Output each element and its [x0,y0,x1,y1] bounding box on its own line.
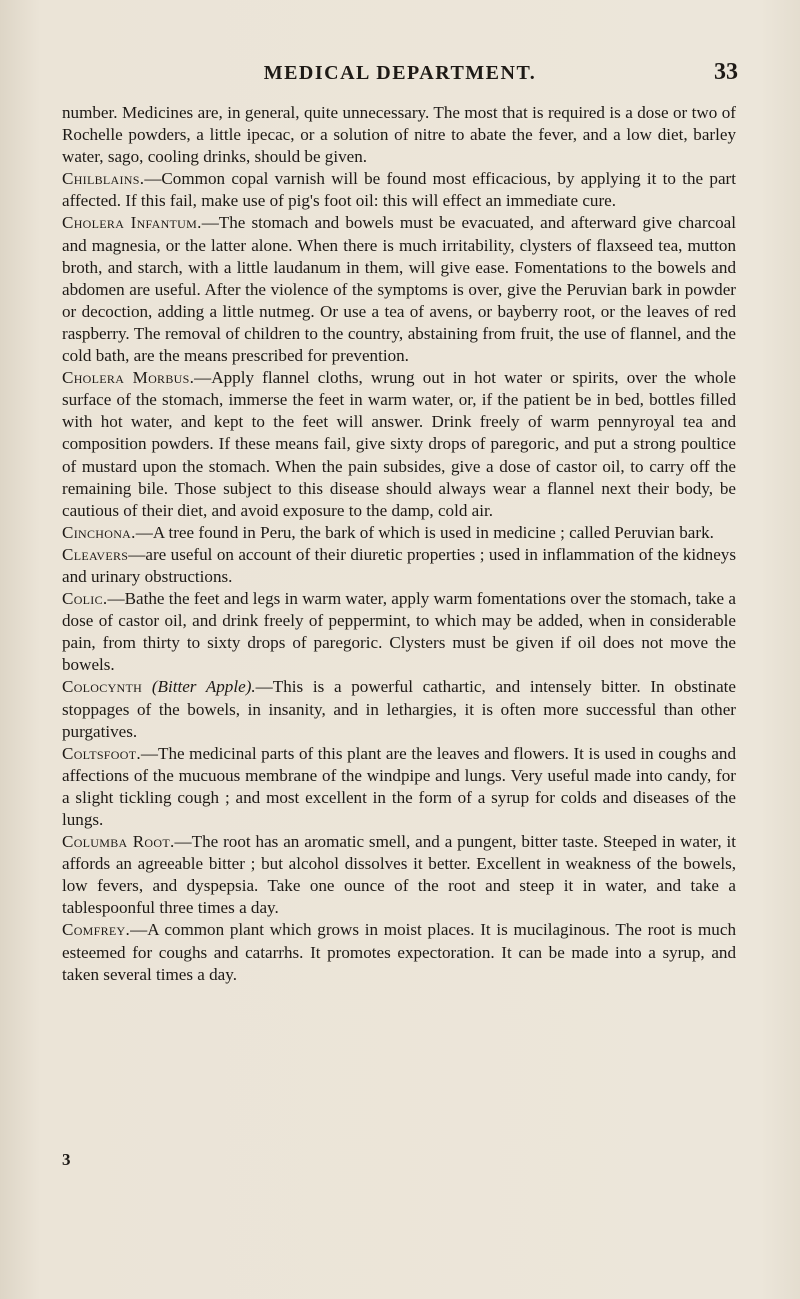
entry-cholera-morbus [62,367,736,522]
entry-colic [62,588,736,676]
entry-term: Colocynth [62,677,143,697]
entry-chilblains [62,168,736,212]
entry-text: —A tree found in Peru, the bark of which is used in medicine ; called Peruvian bark. [135,522,714,542]
entry-term: Cinchona. [62,522,136,542]
entry-cinchona [62,522,736,544]
entry-text: —This is a powerful cathartic, and intensely bitter. In obstinate stoppages of the bowels, in insanity, and in lethargies, it is often more successful than other purgatives. [62,677,736,741]
entry-text: —The medicinal parts of this plant are the leaves and flowers. It is used in coughs and affections of the mucuous membrane of the windpipe and lungs. Very useful made into candy, for a slight tickling cough ; and most excellent in the form of a syrup for colds and diseases of the lungs. [62,743,736,829]
entry-term: Coltsfoot. [62,743,141,763]
entry-columba-root [62,831,736,919]
entry-continuation [62,102,736,168]
signature-mark: 3 [62,1150,71,1169]
entry-cleavers [62,544,736,588]
entry-term: Chilblains. [62,169,145,189]
page-number: 33 [714,59,738,85]
entry-cholera-infantum [62,212,736,367]
entry-text: —Common copal varnish will be found most efficacious, by applying it to the part affected. If this fail, make use of pig's foot oil: this will effect an immediate cure. [62,169,736,211]
entry-term: Cholera Morbus. [62,368,195,388]
entry-text: number. Medicines are, in general, quite unnecessary. The most that is required is a dose or two of Rochelle powders, a little ipecac, or a solution of nitre to abate the fever, and a low diet, barley water, sago, cooling drinks, should be given. [62,103,736,167]
entry-subtitle: (Bitter Apple). [151,677,256,697]
entry-term: Cholera Infantum. [62,213,202,233]
entry-term: Cleavers [62,544,129,564]
body-text [62,102,736,986]
entry-text: —The root has an aromatic smell, and a pungent, bitter taste. Steeped in water, it affords an agreeable bitter ; but alcohol dissolves it better. Excellent in weakness of the bowels, low fevers, and dyspepsia. Take one ounce of the root and steep it in water, and take a tablespoonful three times a day. [62,832,737,918]
entry-text: —are useful on account of their diuretic properties ; used in inflammation of the kidneys and urinary obstructions. [62,544,736,586]
entry-text: —Apply flannel cloths, wrung out in hot water or spirits, over the whole surface of the stomach, immerse the feet in warm water, or, if the patient be in bed, bottles filled with hot water, and kept to the feet will answer. Drink freely of warm pennyroyal tea and composition powders. If these means fail, give sixty drops of paregoric, and put a strong poultice of mustard upon the stomach. When the pain subsides, give a dose of castor oil, to carry off the remaining bile. Those subject to this disease should always wear a flannel next their body, be cautious of their diet, and avoid exposure to the damp, cold air. [62,368,736,520]
entry-text: —The stomach and bowels must be evacuated, and afterward give charcoal and magnesia, or the latter alone. When there is much irritability, clysters of flaxseed tea, mutton broth, and starch, with a little laudanum in them, will give ease. Fomentations to the bowels and abdomen are useful. After the violence of the symptoms is over, give the Peruvian bark in powder or decoction, adding a little nutmeg. Or use a tea of avens, or bayberry root, or the leaves of red raspberry. The removal of children to the country, abstaining from fruit, the use of flannel, and the cold bath, are the means prescribed for prevention. [62,213,736,366]
entry-comfrey [62,919,736,985]
running-head [0,59,800,90]
entry-term: Columba Root. [62,832,175,852]
entry-term: Comfrey. [62,920,131,940]
entry-coltsfoot [62,743,736,831]
entry-term: Colic. [62,589,108,609]
page-title: MEDICAL DEPARTMENT. [263,62,537,84]
entry-text: —Bathe the feet and legs in warm water, apply warm fomentations over the stomach, take a dose of castor oil, and drink freely of peppermint, to which may be added, when in considerable pain, from thirty to sixty drops of paregoric. Clysters must be given if oil does not move the bowels. [62,589,736,675]
entry-text: —A common plant which grows in moist places. It is mucilaginous. The root is much esteemed for coughs and catarrhs. It promotes expectoration. It can be made into a syrup, and taken several times a day. [62,920,736,984]
entry-colocynth [62,676,736,742]
